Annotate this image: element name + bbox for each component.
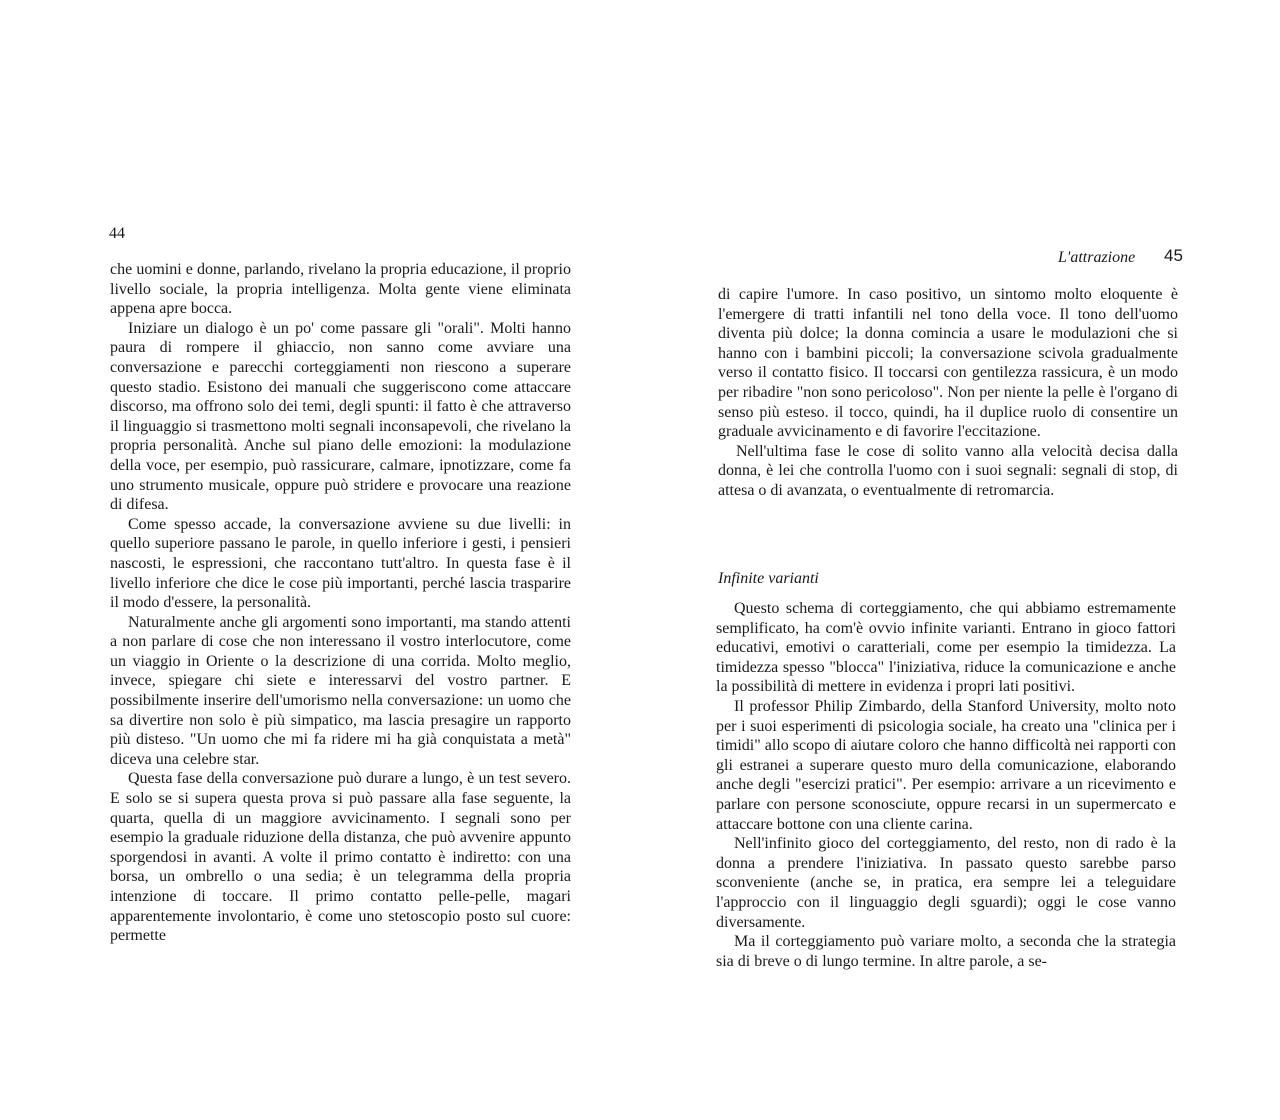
page-number: 44 [109,225,125,242]
paragraph: Questo schema di corteggiamento, che qui abbiamo estremamente semplificato, ha com'è ovvio infinite varianti. Entrano in gioco fattori educativi, emotivi o caratteriali, come per esempio la timidezza. La timidezza spesso "blocca" l'iniziativa, riduce la comunicazione e anche la possibilità di mettere in evidenza i propri lati positivi. [716,600,1176,696]
page-number: 45 [1164,246,1183,265]
right-text-column-top [718,285,1178,501]
paragraph: di capire l'umore. In caso positivo, un sintomo molto eloquente è l'emergere di tratti infantili nel tono della voce. Il tono dell'uomo diventa più dolce; la donna comincia a usare le modulazioni che si hanno con i bambini piccoli; la conversazione scivola gradualmente verso il contatto fisico. Il toccarsi con gentilezza rassicura, è un modo per ribadire "non sono pericoloso". Non per niente la pelle è l'organo di senso più esteso. il tocco, quindi, ha il duplice ruolo di consentire un graduale avvicinamento e di favorire l'eccitazione. [718,286,1178,441]
paragraph: Naturalmente anche gli argomenti sono importanti, ma stando attenti a non parlare di cose che non interessano il vostro interlocutore, come un viaggio in Oriente o la descrizione di una corrida. Molto meglio, invece, spiegare chi siete e interessarvi del vostro partner. E possibilmente inserire dell'umorismo nella conversazione: un uomo che sa divertire non solo è più simpatico, ma lascia presagire un rapporto più disteso. "Un uomo che mi fa ridere mi ha già conquistata a metà" diceva una celebre star. [110,613,571,768]
paragraph: Nell'ultima fase le cose di solito vanno alla velocità decisa dalla donna, è lei che controlla l'uomo con i suoi segnali: segnali di stop, di attesa o di avanzata, o eventualmente di retromarcia. [718,442,1178,499]
left-text-column [110,260,571,946]
paragraph: Come spesso accade, la conversazione avviene su due livelli: in quello superiore passano le parole, in quello inferiore i gesti, i pensieri nascosti, le espressioni, che raccontano tutt'altro. In questa fase è il livello inferiore che dice le cose più importanti, perché lascia trasparire il modo d'essere, la personalità. [110,515,571,612]
paragraph: Questa fase della conversazione può durare a lungo, è un test severo. E solo se si supera questa prova si può passare alla fase seguente, la quarta, quella di un maggiore avvicinamento. I segnali sono per esempio la graduale riduzione della distanza, che può avvenire appunto sporgendosi in avanti. A volte il primo contatto è indiretto: con una borsa, un ombrello o una sedia; è un telegramma della propria intenzione di toccare. Il primo contatto pelle-pelle, magari apparentemente involontario, è come uno stetoscopio posto sul cuore: permette [110,770,571,945]
paragraph: che uomini e donne, parlando, rivelano la propria educazione, il proprio livello sociale, la propria intelligenza. Molta gente viene eliminata appena apre bocca. [110,261,571,318]
section-heading: Infinite varianti [718,570,819,587]
paragraph: Il professor Philip Zimbardo, della Stanford University, molto noto per i suoi esperimenti di psicologia sociale, ha creato una "clinica per i timidi" allo scopo di aiutare coloro che hanno difficoltà nei rapporti con gli estranei a superare questo muro della comunicazione, elaborando anche degli "esercizi pratici". Per esempio: arrivare a un ricevimento e parlare con persone sconosciute, oppure recarsi in un supermercato e attaccare bottone con una cliente carina. [716,697,1176,833]
paragraph: Nell'infinito gioco del corteggiamento, del resto, non di rado è la donna a prendere l'iniziativa. In passato questo sarebbe parso sconveniente (anche se, in pratica, era sempre lei a teleguidare l'approccio con il linguaggio degli sguardi); oggi le cose vanno diversamente. [716,835,1176,931]
right-page [640,0,1280,1120]
right-text-column-bottom [716,599,1176,971]
paragraph: Ma il corteggiamento può variare molto, a seconda che la strategia sia di breve o di lungo termine. In altre parole, a se- [716,933,1176,970]
paragraph: Iniziare un dialogo è un po' come passare gli "orali". Molti hanno paura di rompere il ghiaccio, non sanno come avviare una conversazione e parecchi corteggiamenti non riescono a superare questo stadio. Esistono dei manuali che suggeriscono come attaccare discorso, ma offrono solo dei temi, degli spunti: il fatto è che attraverso il linguaggio si trasmettono molti segnali inconsapevoli, che rivelano la propria personalità. Anche sul piano delle emozioni: la modulazione della voce, per esempio, può rassicurare, calmare, ipnotizzare, come fa uno strumento musicale, oppure può stridere e provocare una reazione di difesa. [110,319,571,514]
running-head: L'attrazione [1058,249,1136,266]
